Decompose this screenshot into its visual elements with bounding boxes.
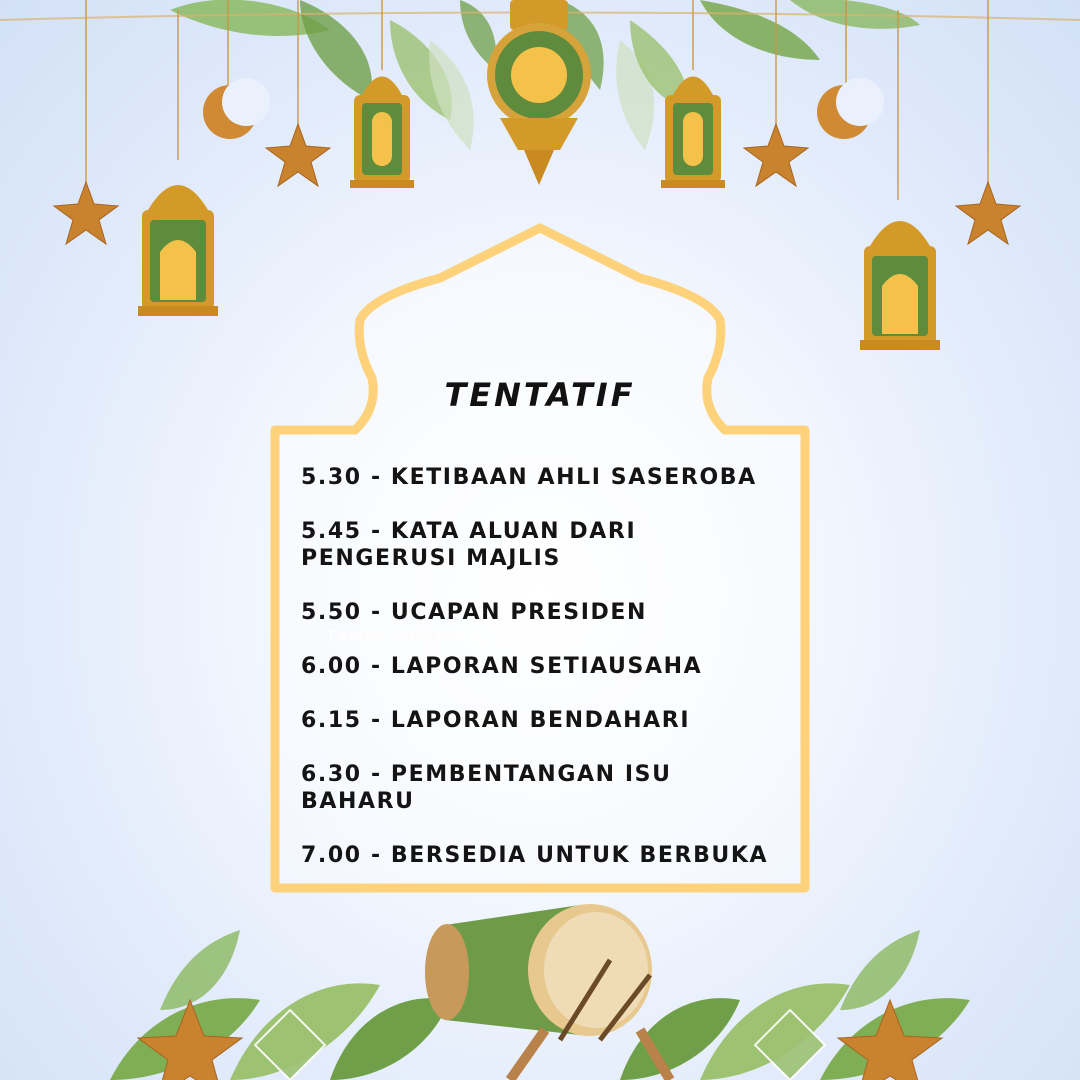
page-title: TENTATIF: [444, 376, 636, 414]
faded-location-text: TAMAN IBU KOTA, GOMBAK: [326, 628, 579, 648]
crescent-moon-icon: [203, 78, 270, 139]
star-icon: [266, 124, 330, 186]
schedule-item: [301, 464, 781, 491]
schedule-item-line: 6.15 - LAPORAN BENDAHARI: [301, 708, 691, 733]
schedule-item-line: 5.45 - KATA ALUAN DARI: [301, 519, 637, 544]
crescent-moon-icon: [817, 78, 884, 139]
star-icon: [54, 182, 118, 244]
lantern-icon: [860, 221, 940, 350]
schedule-list: [301, 464, 781, 896]
schedule-item: [301, 761, 781, 815]
schedule-item-line: 5.50 - UCAPAN PRESIDEN: [301, 600, 647, 625]
schedule-item-line: 6.30 - PEMBENTANGAN ISU: [301, 762, 672, 787]
schedule-item-line: 5.30 - KETIBAAN AHLI SASEROBA: [301, 465, 757, 490]
lantern-icon: [138, 185, 218, 316]
schedule-item-line: 6.00 - LAPORAN SETIAUSAHA: [301, 654, 703, 679]
schedule-item-line: 7.00 - BERSEDIA UNTUK BERBUKA: [301, 843, 769, 868]
star-icon: [744, 124, 808, 186]
schedule-item: [301, 707, 781, 734]
star-icon: [956, 182, 1020, 244]
schedule-item-line-2: PENGERUSI MAJLIS: [301, 546, 561, 571]
schedule-item: [301, 599, 781, 626]
schedule-item: [301, 518, 781, 572]
schedule-item: [301, 842, 781, 869]
schedule-item-line-2: BAHARU: [301, 789, 415, 814]
schedule-item: [301, 653, 781, 680]
